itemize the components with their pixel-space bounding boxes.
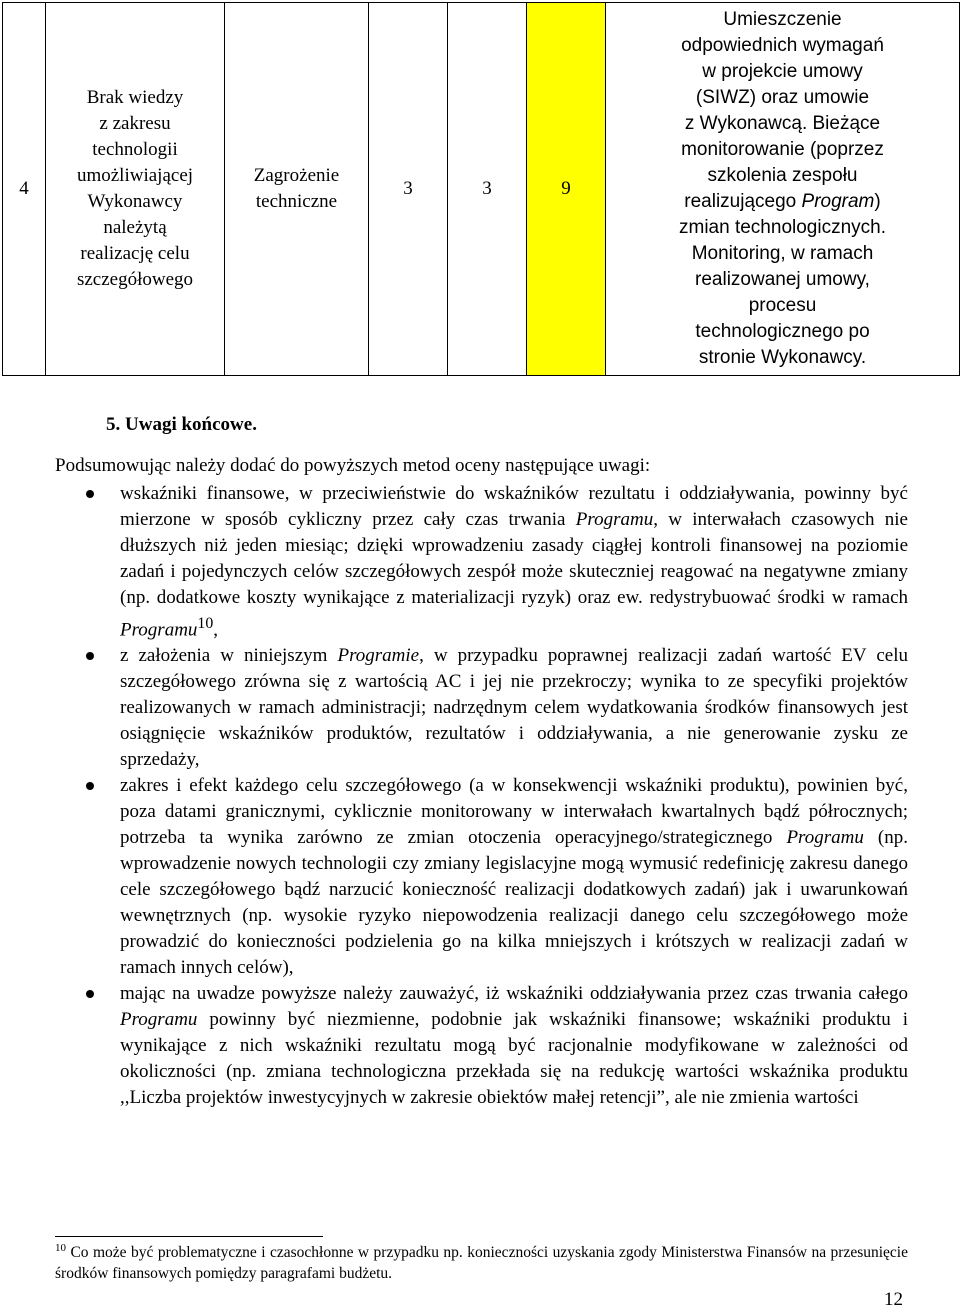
mitigation-line: z Wykonawcą. Bieżące (684, 113, 881, 134)
risk-type (254, 163, 339, 215)
program-term: Programu (786, 827, 864, 849)
risk-level-value: 9 (561, 178, 571, 199)
risk-line: z zakresu (99, 113, 171, 134)
list-item (55, 773, 908, 981)
program-term: Programu (575, 509, 654, 530)
mitigation-line: Umieszczenie (723, 9, 842, 30)
impact-cell (448, 3, 527, 376)
bullet-dot-icon (86, 490, 94, 498)
footnote-mark: 10 (55, 1241, 66, 1254)
section-intro: Podsumowując należy dodać do powyższych metod oceny następujące uwagi: (55, 455, 651, 476)
mitigation-line: procesu (748, 295, 817, 316)
program-term: Programu (120, 619, 198, 641)
bullet-dot-icon (86, 782, 94, 790)
text-run: wskaźniki finansowe, w przeciwieństwie do wskaźników rezultatu i oddziaływania, powinny być mierzone w sposób cykliczny przez cały czas trwania (120, 483, 908, 530)
footnote-text: Co może być problematyczne i czasochłonne w przypadku np. konieczności uzyskania zgody Ministerstwa Finansów na przesunięcie środków finansowych pomiędzy paragrafami budżetu. (55, 1244, 908, 1282)
list-item-text (120, 643, 908, 773)
row-number: 4 (19, 178, 29, 199)
program-term: Program (801, 191, 875, 212)
list-item-text (120, 773, 908, 981)
mitigation-line (684, 191, 880, 212)
list-item (55, 643, 908, 773)
mitigation-line: odpowiednich wymagań (681, 35, 884, 56)
text-run: , w przypadku poprawnej realizacji zadań wartość EV celu szczegółowego zrówna się z wartością AC i jej nie przekroczy; wynika to ze specyfiki projektów realizowanych w ramach administracji; nadrzędnym celem wydatkowania środków finansowych jest osiągnięcie wskaźników produktów, rezultatów i oddziaływania, a nie generowanie zysku ze sprzedaży, (120, 645, 908, 771)
remarks-list (55, 481, 908, 1111)
page-number: 12 (884, 1289, 903, 1310)
risk-line: szczegółowego (76, 269, 194, 290)
footnote (55, 1242, 908, 1284)
program-term: Programu (120, 1009, 198, 1031)
list-item-text (120, 981, 908, 1111)
risk-type-cell (225, 3, 369, 376)
row-number-cell (3, 3, 46, 376)
risk-type-line: Zagrożenie (253, 165, 340, 186)
section-heading: 5. Uwagi końcowe. (106, 414, 257, 435)
risk-description-cell (46, 3, 225, 376)
impact-value: 3 (482, 178, 492, 199)
program-term: Programie (337, 645, 420, 667)
mitigation-line: zmian technologicznych. (679, 217, 886, 238)
bullet-dot-icon (86, 990, 94, 998)
risk-line: należytą (103, 217, 167, 238)
mitigation-line: (SIWZ) oraz umowie (695, 87, 870, 108)
mitigation-fragment: realizującego (684, 191, 797, 212)
mitigation-line: w projekcie umowy (702, 61, 863, 82)
mitigation-line: szkolenia zespołu (707, 165, 858, 186)
risk-table (2, 2, 960, 376)
mitigation-line: monitorowanie (poprzez (681, 139, 884, 160)
mitigation-line: Monitoring, w ramach (691, 243, 874, 264)
risk-line: Wykonawcy (87, 191, 183, 212)
mitigation-fragment: ) (874, 191, 881, 212)
risk-description (77, 85, 193, 293)
footnote-reference: 10 (197, 615, 214, 632)
text-run: (np. wprowadzenie nowych technologii czy zmiany legislacyjne mogą wymusić redefinicję zakresu danego cele szczegółowego bądź narzucić konieczność realizacji dodatkowych zadań) jak i uwarunkowań wewnętrznych (np. wysokie ryzyko niepowodzenia realizacji danego celu szczegółowego może prowadzić do konieczności podzielenia go na kilka mniejszych i krótszych w realizacji zadań w ramach innych celów), (120, 827, 909, 979)
risk-line: Brak wiedzy (86, 87, 184, 108)
list-item (55, 981, 908, 1111)
list-item (55, 481, 908, 643)
text-run: mając na uwadze powyższe należy zauważyć, iż wskaźniki oddziaływania przez czas trwania całego (120, 983, 908, 1005)
mitigation-line: stronie Wykonawcy. (698, 347, 867, 368)
list-item-text (120, 481, 908, 643)
mitigation-line: realizowanej umowy, (695, 269, 870, 290)
risk-line: realizację celu (80, 243, 190, 264)
risk-level-cell (527, 3, 606, 376)
bullet-dot-icon (86, 652, 94, 660)
probability-cell (369, 3, 448, 376)
footnote-separator (55, 1236, 323, 1237)
risk-type-line: techniczne (255, 191, 338, 212)
probability-value: 3 (403, 178, 413, 199)
text-run: zakres i efekt każdego celu szczegółowego (a w konsekwencji wskaźniki produktu), powinien być, poza datami granicznymi, cyklicznie monitorowany w interwałach kwartalnych bądź półrocznych; potrzeba ta wynika zarówno ze zmian otoczenia operacyjnego/strategicznego (120, 775, 908, 849)
risk-line: umożliwiającej (76, 165, 194, 186)
mitigation-line: technologicznego po (695, 321, 870, 342)
text-run: , w interwałach czasowych nie dłuższych niż jeden miesiąc; dzięki wprowadzeniu zasady ciągłej kontroli finansowej na poziomie zadań i pojedynczych celów szczegółowych zespół może skuteczniej reagować na negatywne zmiany (np. dodatkowe koszty wynikające z materializacji ryzyk) oraz ew. redystrybuować środki w ramach (120, 509, 908, 608)
text-run: z założenia w niniejszym (120, 645, 338, 667)
table-row (3, 3, 960, 376)
mitigation-text (677, 7, 888, 371)
text-run: powinny być niezmienne, podobnie jak wskaźniki finansowe; wskaźniki produktu i wynikające z nich wskaźniki rezultatu mogą być racjonalnie modyfikowane w zależności od okoliczności (np. zmiana technologiczna przekłada się na redukcję wartości wskaźnika produktu ,,Liczba projektów inwestycyjnych w zakresie obiektów małej retencji”, ale nie zmienia wartości (120, 1009, 908, 1109)
text-run: , (213, 619, 218, 641)
mitigation-cell (606, 3, 960, 376)
risk-line: technologii (92, 139, 178, 160)
